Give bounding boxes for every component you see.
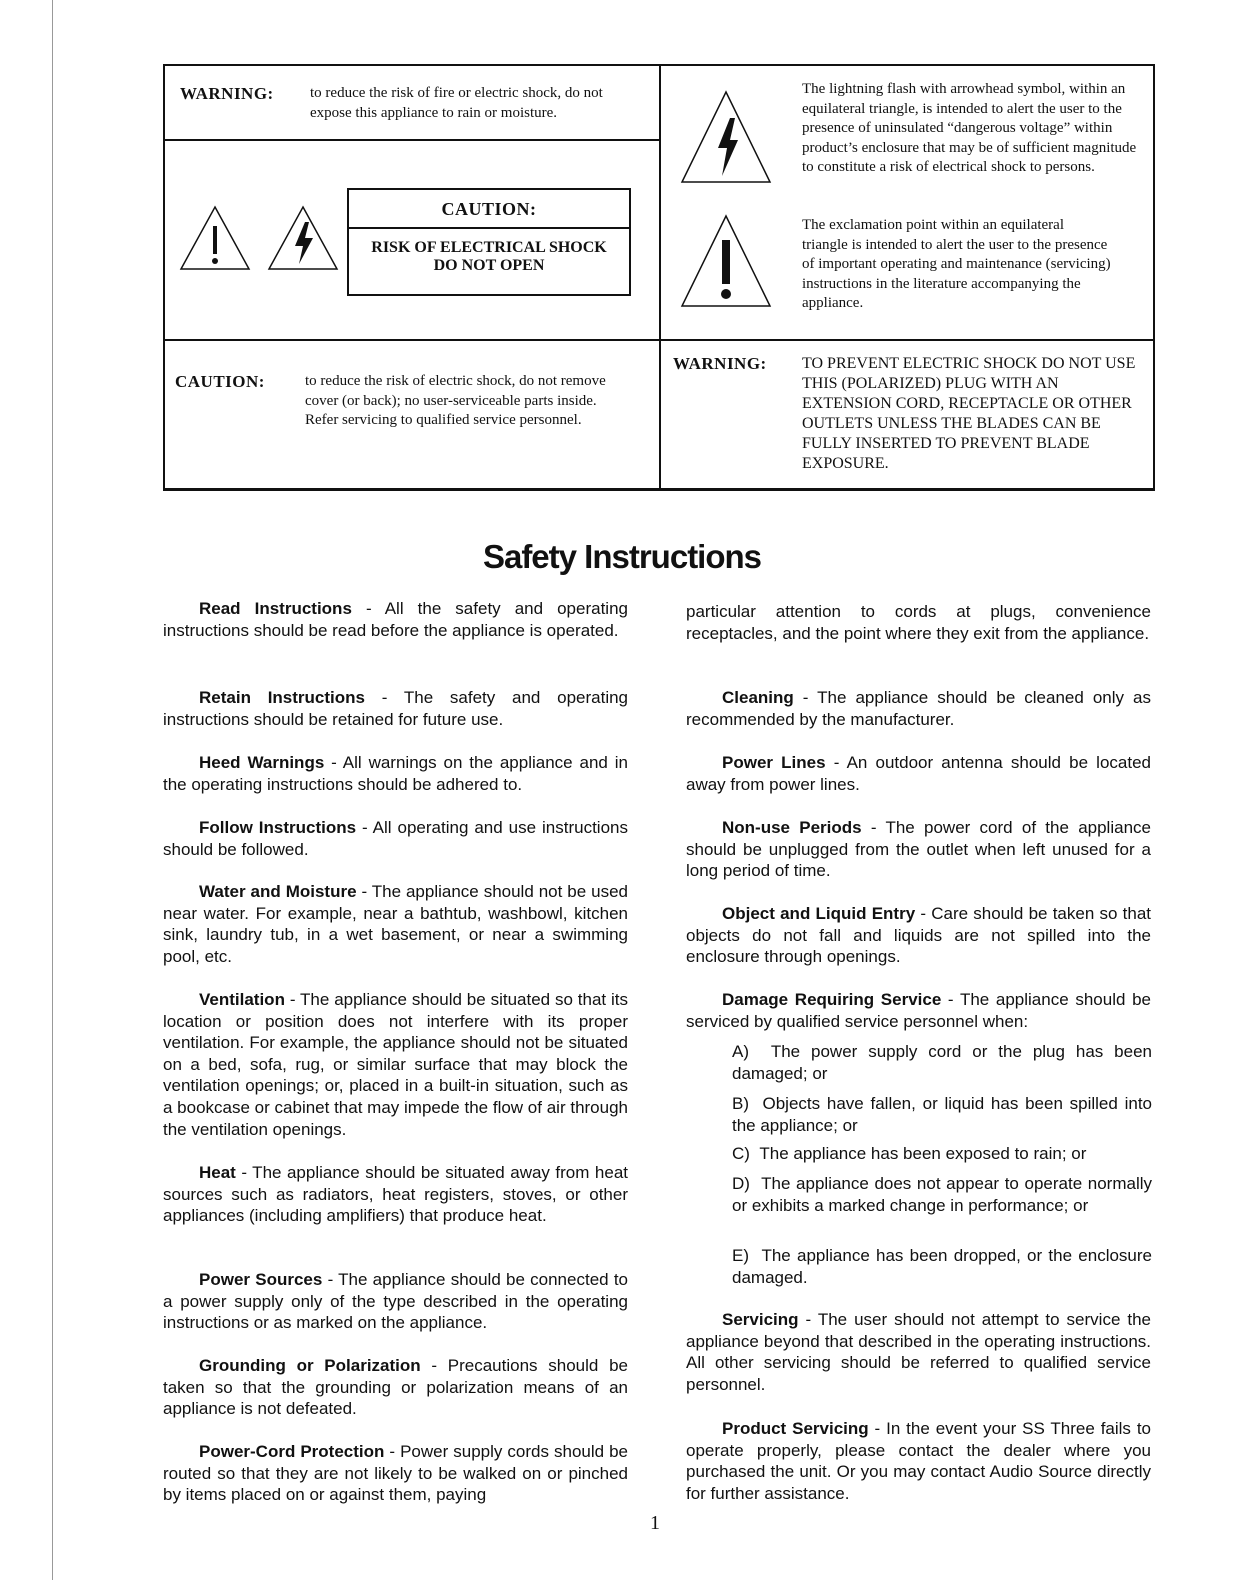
list-item: A) The power supply cord or the plug has been damaged; or — [732, 1042, 1152, 1083]
paragraph-text: - The appliance should be situated away from heat sources such as radiators, heat registers, stoves, or other appliances (including amplifiers) that produce heat. — [163, 1163, 628, 1226]
safety-paragraph — [163, 1162, 628, 1227]
paragraph-heading: Retain Instructions — [199, 688, 365, 707]
paragraph-text: - In the event your SS Three fails to operate properly, please contact the dealer where you purchased the unit. Or you may contact Audio Source directly for further assistance. — [686, 1419, 1152, 1503]
safety-paragraph — [163, 752, 628, 795]
paragraph-heading: Heat — [199, 1163, 236, 1182]
paragraph-heading: Water and Moisture — [199, 882, 357, 901]
warning-text: TO PREVENT ELECTRIC SHOCK DO NOT USE THIS (POLARIZED) PLUG WITH AN EXTENSION CORD, RECEPTACLE OR OTHER OUTLETS UNLESS THE BLADES CAN BE FULLY INSERTED TO PREVENT BLADE EXPOSURE. — [802, 355, 1136, 472]
paragraph-heading: Damage Requiring Service — [722, 990, 942, 1009]
paragraph-heading: Power-Cord Protection — [199, 1442, 385, 1461]
paragraph-heading: Heed Warnings — [199, 753, 325, 772]
paragraph-heading: Cleaning — [722, 688, 794, 707]
safety-paragraph — [686, 1309, 1151, 1395]
paragraph-text: - The appliance should be situated so that its location or position does not interfere with its proper ventilation. For example, the appliance should not be situated on a bed, sofa, rug, or similar surface that may block the ventilation openings; or, placed in a built-in situation, such as a bookcase or cabinet that may impede the flow of air through the ventilation openings. — [163, 990, 628, 1139]
divider — [165, 339, 1153, 341]
list-item: D) The appliance does not appear to operate normally or exhibits a marked change in performance; or — [732, 1174, 1152, 1215]
safety-paragraph — [163, 687, 628, 730]
paragraph-heading: Power Sources — [199, 1270, 323, 1289]
safety-paragraph — [686, 1418, 1151, 1504]
safety-paragraph — [163, 1441, 628, 1506]
paragraph-heading: Follow Instructions — [199, 818, 357, 837]
warning-label: WARNING: — [673, 354, 767, 373]
paragraph-heading: Ventilation — [199, 990, 285, 1009]
paragraph-text: - The power cord of the appliance should be unplugged from the outlet when left unused for a long period of time. — [686, 818, 1151, 881]
paragraph-text: - Power supply cords should be routed so that they are not likely to be walked on or pinched by items placed on or against them, paying — [163, 1442, 628, 1505]
lightning-triangle-icon — [680, 90, 772, 186]
paragraph-heading: Object and Liquid Entry — [722, 904, 916, 923]
paragraph-heading: Non-use Periods — [722, 818, 862, 837]
exclamation-note: The exclamation point within an equilateral triangle is intended to alert the user to the presence of important operating and maintenance (servicing) instructions in the literature accompanying the appliance. — [802, 217, 1111, 311]
safety-paragraph — [163, 817, 628, 860]
paragraph-text: particular attention to cords at plugs, convenience receptacles, and the point where they exit from the appliance. — [686, 602, 1151, 643]
safety-paragraph — [686, 752, 1151, 795]
list-item: B) Objects have fallen, or liquid has been spilled into the appliance; or — [732, 1094, 1152, 1135]
paragraph-text: - All warnings on the appliance and in the operating instructions should be adhered to. — [163, 753, 628, 794]
caution-panel — [347, 188, 631, 296]
paragraph-text: - The user should not attempt to service the appliance beyond that described in the operating instructions. All other servicing should be referred to qualified service personnel. — [686, 1310, 1151, 1394]
paragraph-heading: Product Servicing — [722, 1419, 869, 1438]
safety-paragraph — [163, 598, 628, 641]
safety-paragraph — [686, 817, 1151, 882]
page-number: 1 — [650, 1512, 660, 1534]
scan-margin-line — [52, 0, 53, 1580]
list-item: C) The appliance has been exposed to rain; or — [732, 1144, 1087, 1163]
warning-label: WARNING: — [180, 84, 274, 103]
safety-paragraph — [163, 989, 628, 1140]
caution-label: CAUTION: — [175, 372, 265, 391]
paragraph-text: - All the safety and operating instructions should be read before the appliance is operated. — [163, 599, 628, 640]
paragraph-text: - The safety and operating instructions should be retained for future use. — [163, 688, 629, 729]
safety-paragraph — [163, 1269, 628, 1334]
page-title: Safety Instructions — [482, 538, 762, 575]
caution-title: CAUTION: — [349, 190, 629, 229]
paragraph-text: - The appliance should not be used near water. For example, near a bathtub, washbowl, kitchen sink, laundry tub, in a wet basement, or near a swimming pool, etc. — [163, 882, 628, 966]
paragraph-heading: Power Lines — [722, 753, 826, 772]
exclamation-triangle-icon — [680, 214, 772, 310]
paragraph-text: - All operating and use instructions should be followed. — [163, 818, 628, 859]
paragraph-text: - Precautions should be taken so that the grounding or polarization means of an appliance is not defeated. — [163, 1356, 628, 1419]
caution-text: to reduce the risk of electric shock, do not remove cover (or back); no user-serviceable parts inside. Refer servicing to qualified service personnel. — [305, 373, 606, 428]
warning-box — [163, 64, 1155, 491]
divider — [165, 139, 659, 141]
safety-paragraph — [163, 881, 628, 967]
warning-text: to reduce the risk of fire or electric shock, do not expose this appliance to rain or moisture. — [310, 85, 603, 121]
safety-paragraph — [163, 1355, 628, 1420]
safety-paragraph — [686, 903, 1151, 968]
caution-line-2: DO NOT OPEN — [433, 257, 545, 274]
safety-paragraph — [686, 989, 1151, 1032]
paragraph-heading: Grounding or Polarization — [199, 1356, 421, 1375]
warning-triangles-icon — [179, 204, 339, 274]
paragraph-heading: Servicing — [722, 1310, 799, 1329]
safety-paragraph — [686, 601, 1151, 644]
paragraph-heading: Read Instructions — [199, 599, 352, 618]
caution-line-1: RISK OF ELECTRICAL SHOCK — [371, 239, 607, 256]
lightning-note: The lightning flash with arrowhead symbol, within an equilateral triangle, is intended to alert the user to the presence of uninsulated “dangerous voltage” within product’s enclosure that may be of sufficient magnitude to constitute a risk of electrical shock to persons. — [802, 81, 1137, 175]
safety-paragraph — [686, 687, 1151, 730]
paragraph-text: - An outdoor antenna should be located away from power lines. — [686, 753, 1151, 794]
paragraph-text: - The appliance should be cleaned only as recommended by the manufacturer. — [686, 688, 1151, 729]
paragraph-text: - Care should be taken so that objects do not fall and liquids are not spilled into the enclosure through openings. — [686, 904, 1151, 967]
list-item: E) The appliance has been dropped, or the enclosure damaged. — [732, 1246, 1152, 1287]
divider — [659, 66, 661, 488]
paragraph-text: - The appliance should be serviced by qualified service personnel when: — [686, 990, 1151, 1031]
paragraph-text: - The appliance should be connected to a power supply only of the type described in the operating instructions or as marked on the appliance. — [163, 1270, 629, 1333]
